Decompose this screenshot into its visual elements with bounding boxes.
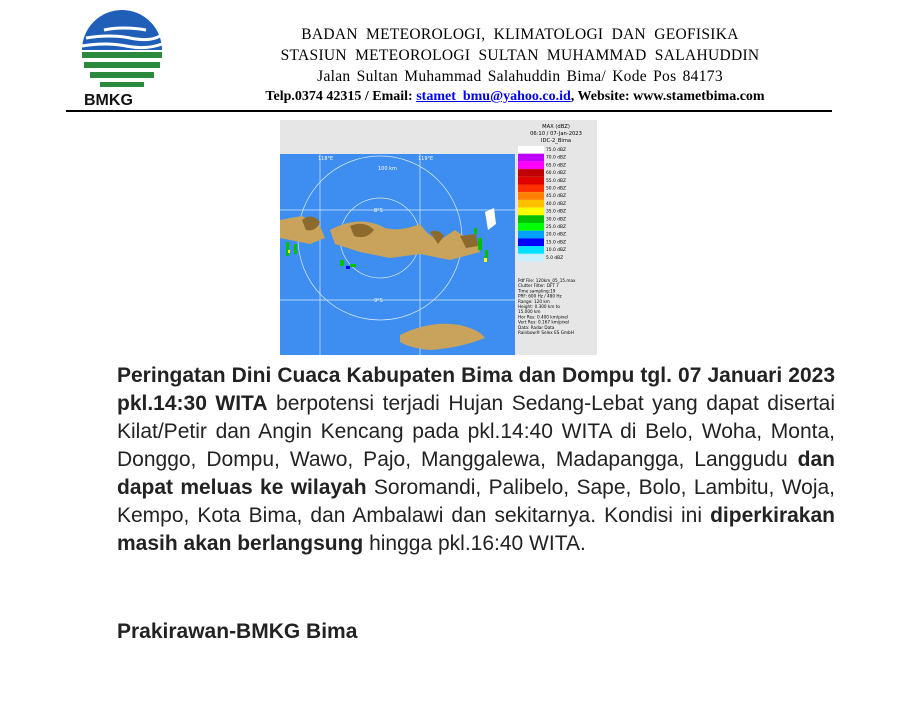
email-link[interactable]: stamet_bmu@yahoo.co.id bbox=[416, 89, 571, 104]
legend-label: 55.0 dBZ bbox=[546, 178, 566, 184]
legend-label: 50.0 dBZ bbox=[546, 186, 566, 192]
signoff: Prakirawan-BMKG Bima bbox=[117, 620, 358, 643]
header-rule bbox=[66, 110, 832, 112]
lat-label-9s: 9°S bbox=[374, 298, 383, 304]
legend-swatch bbox=[518, 200, 544, 208]
radar-info-line: Time sampling:19 bbox=[518, 288, 556, 294]
radar-info-line: Rainbow® Selex ES GmbH bbox=[518, 330, 574, 335]
radar-info-line: 15.000 km bbox=[518, 309, 541, 315]
legend-swatch bbox=[518, 223, 544, 231]
radar-info-line: Pdf File: 120km_05_15.max bbox=[518, 278, 576, 283]
radar-info-line: Clutter Filter: DFT 7 bbox=[518, 283, 559, 289]
legend-label: 5.0 dBZ bbox=[546, 255, 564, 261]
warning-text-2: Soromandi, Palibelo, Sape, Bolo, Lambitu, Woja, Kempo, Kota Bima, dan Ambalawi dan sekitarnya. Kondisi ini bbox=[117, 476, 835, 527]
legend-swatch bbox=[518, 154, 544, 162]
warning-extend: dan dapat meluas ke wilayah bbox=[117, 448, 835, 499]
legend-label: 15.0 dBZ bbox=[546, 240, 566, 246]
legend-label: 65.0 dBZ bbox=[546, 163, 566, 169]
legend-swatch bbox=[518, 161, 544, 169]
telp-label: Telp.0374 42315 / Email: bbox=[265, 89, 417, 104]
radar-info-line: Vert Res: 0.167 km/pixel bbox=[518, 319, 570, 325]
legend-swatch bbox=[518, 146, 544, 154]
radar-image bbox=[280, 120, 597, 355]
legend-label: 40.0 dBZ bbox=[546, 201, 566, 207]
legend-label: 70.0 dBZ bbox=[546, 155, 566, 161]
legend-label: 10.0 dBZ bbox=[546, 248, 566, 254]
warning-continue: diperkirakan masih akan berlangsung bbox=[117, 504, 835, 555]
legend-site: IDC-2_Bima bbox=[540, 138, 572, 144]
legend-swatch bbox=[518, 238, 544, 246]
legend-label: 25.0 dBZ bbox=[546, 225, 566, 230]
legend-swatch bbox=[518, 254, 544, 262]
legend-swatch bbox=[518, 208, 544, 216]
radar-info-line: Height: 0.300 km to bbox=[518, 304, 560, 309]
legend-label: 60.0 dBZ bbox=[546, 171, 566, 177]
lon-label-118: 118°E bbox=[318, 156, 334, 162]
radar-info-line: Data: Radar Data bbox=[518, 324, 555, 330]
legend-swatch bbox=[518, 215, 544, 223]
legend-swatch bbox=[518, 169, 544, 177]
legend-title: MAX (dBZ) bbox=[542, 124, 570, 130]
legend-scale bbox=[518, 146, 566, 262]
legend-swatch bbox=[518, 185, 544, 193]
contact-line bbox=[190, 89, 840, 105]
legend-time: 06:10 / 07-Jan-2023 bbox=[530, 131, 582, 137]
org-name: BADAN METEOROLOGI, KLIMATOLOGI DAN GEOFISIKA bbox=[301, 26, 739, 43]
radar-info-line: PRF: 600 Hz / 480 Hz bbox=[518, 293, 562, 299]
ring-label-100: 100 km bbox=[378, 166, 397, 172]
warning-text-3: hingga pkl.16:40 WITA. bbox=[363, 532, 586, 555]
legend-swatch bbox=[518, 177, 544, 185]
warning-text-1: berpotensi terjadi Hujan Sedang-Lebat yang dapat disertai Kilat/Petir dan Angin Kencang pada pkl.14:40 WITA di Belo, Woha, Monta, Donggo, Dompu, Wawo, Pajo, Manggalewa, Madapangga, Langgudu bbox=[117, 392, 835, 471]
legend-label: 75.0 dBZ bbox=[546, 148, 566, 153]
website-label: , Website: www.stametbima.com bbox=[570, 89, 765, 104]
logo-text: BMKG bbox=[84, 92, 133, 109]
legend-label: 45.0 dBZ bbox=[546, 194, 566, 200]
legend-label: 20.0 dBZ bbox=[546, 232, 566, 238]
legend-swatch bbox=[518, 192, 544, 200]
legend-label: 35.0 dBZ bbox=[546, 209, 566, 215]
address: Jalan Sultan Muhammad Salahuddin Bima/ Kode Pos 84173 bbox=[317, 68, 723, 85]
lon-label-119: 119°E bbox=[418, 156, 434, 162]
radar-info-line: Range: 120 km bbox=[518, 298, 550, 304]
station-name: STASIUN METEOROLOGI SULTAN MUHAMMAD SALAHUDDIN bbox=[280, 47, 760, 64]
radar-info-line: Hor Res: 0.400 km/pixel bbox=[518, 314, 569, 320]
legend-swatch bbox=[518, 231, 544, 239]
lat-label-8s: 8°S bbox=[374, 208, 383, 214]
warning-heading: Peringatan Dini Cuaca Kabupaten Bima dan Dompu tgl. 07 Januari 2023 pkl.14:30 WITA bbox=[117, 364, 835, 415]
warning-paragraph bbox=[117, 362, 835, 558]
legend-swatch bbox=[518, 246, 544, 254]
legend-label: 30.0 dBZ bbox=[546, 217, 566, 223]
